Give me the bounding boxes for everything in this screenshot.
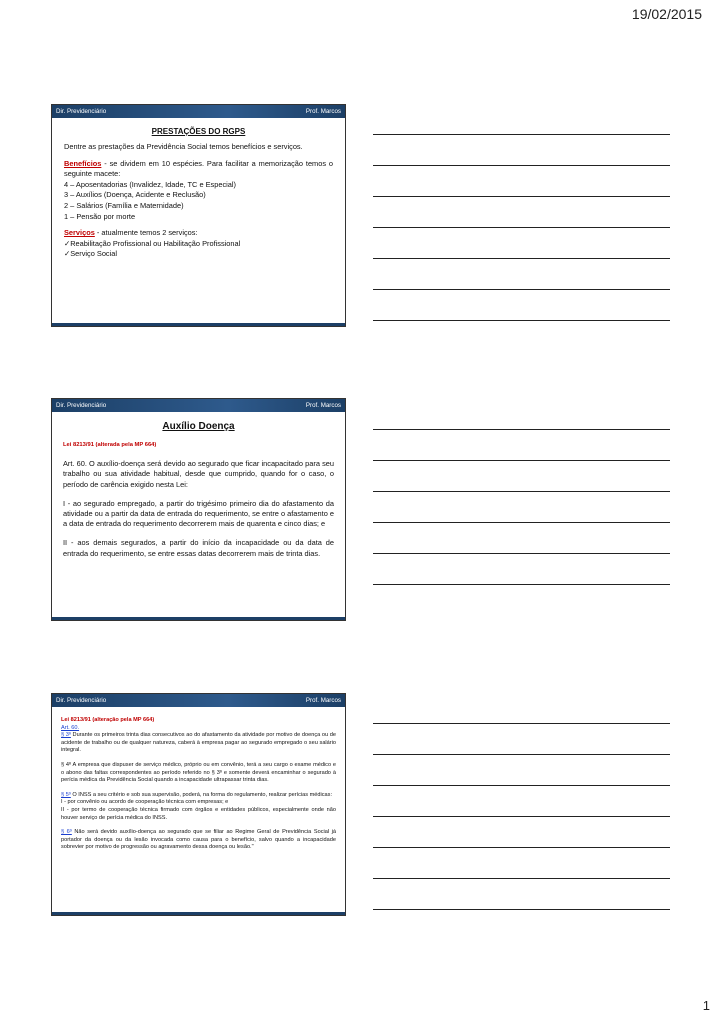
header-teacher: Prof. Marcos xyxy=(305,108,341,115)
slide-body xyxy=(52,432,345,559)
list-item: 2 – Salários (Família e Maternidade) xyxy=(64,200,184,210)
article-paragraph: II - aos demais segurados, a partir do início da incapacidade ou da data de entrada do requerimento, se entre essas datas decorrerem mais de trinta dias. xyxy=(63,538,334,558)
servicos-paragraph xyxy=(64,228,333,239)
slide-2 xyxy=(51,398,346,621)
note-line xyxy=(373,258,670,259)
note-line xyxy=(373,847,670,848)
slide-body xyxy=(52,707,345,852)
note-line xyxy=(373,460,670,461)
paragraph-link[interactable]: § 6º xyxy=(61,829,72,836)
law-reference: Lei 8213/91 (alterada pela MP 664) xyxy=(63,442,157,448)
servico-item: ✓Serviço Social xyxy=(64,249,118,259)
note-line xyxy=(373,165,670,166)
notes-lines-1 xyxy=(373,134,670,351)
header-course: Dir. Previdenciário xyxy=(56,108,107,115)
servicos-label: Serviços xyxy=(64,228,95,238)
paragraph-5-item-ii: II - por termo de cooperação técnica firmado com órgãos e entidades públicos, especialmente onde não houver serviço de perícia médica do INSS. xyxy=(61,806,336,821)
article-paragraph: I - ao segurado empregado, a partir do trigésimo primeiro dia do afastamento da atividade ou a partir da data de entrada do requerimento, se entre o afastamento e a data de entrada do requerimento decorrerem mais de quarenta e cinco dias; e xyxy=(63,498,334,529)
slide-header xyxy=(52,105,345,118)
notes-lines-3 xyxy=(373,723,670,940)
note-line xyxy=(373,816,670,817)
note-line xyxy=(373,227,670,228)
note-line xyxy=(373,196,670,197)
note-line xyxy=(373,289,670,290)
note-line xyxy=(373,522,670,523)
paragraph-link[interactable]: § 3º xyxy=(61,732,71,739)
note-line xyxy=(373,584,670,585)
slide-3 xyxy=(51,693,346,916)
note-line xyxy=(373,553,670,554)
header-course: Dir. Previdenciário xyxy=(56,697,107,704)
list-item: 3 – Auxílios (Doença, Acidente e Reclusão) xyxy=(64,190,206,200)
note-line xyxy=(373,723,670,724)
slide-body xyxy=(52,136,345,260)
note-line xyxy=(373,134,670,135)
header-teacher: Prof. Marcos xyxy=(305,697,341,704)
slide-footer-bar xyxy=(52,617,345,620)
law-reference: Lei 8213/91 (alteração pela MP 664) xyxy=(61,717,155,723)
slide-title: PRESTAÇÕES DO RGPS xyxy=(151,127,246,136)
beneficios-text: - se dividem em 10 espécies. Para facilitar a memorização temos o seguinte macete: xyxy=(64,158,333,179)
note-line xyxy=(373,320,670,321)
servicos-text: - atualmente temos 2 serviços: xyxy=(94,228,198,238)
intro-text: Dentre as prestações da Previdência Social temos benefícios e serviços. xyxy=(64,142,303,151)
note-line xyxy=(373,909,670,910)
note-line xyxy=(373,491,670,492)
paragraph-6: § 6º Não será devido auxílio-doença ao segurado que se filiar ao Regime Geral de Previdência Social já portador da doença ou da lesão invocada como causa para o benefício, salvo quando a incapacidade sobrevier por motivo de progressão ou agravamento dessa doença ou lesão." xyxy=(61,829,336,851)
paragraph-5-item-i: I - por convênio ou acordo de cooperação técnica com empresas; e xyxy=(61,799,229,806)
paragraph-link[interactable]: § 5º xyxy=(61,791,71,798)
paragraph-4: § 4º A empresa que dispuser de serviço médico, próprio ou em convênio, terá a seu cargo o exame médico e o abono das faltas correspondentes ao período referido no § 3º e somente deverá encaminhar o segurado à perícia médica da Previdência Social quando a incapacidade ultrapassar trinta dias. xyxy=(61,761,336,784)
header-teacher: Prof. Marcos xyxy=(305,402,341,409)
list-item: 4 – Aposentadorias (Invalidez, Idade, TC e Especial) xyxy=(64,179,237,189)
list-item: 1 – Pensão por morte xyxy=(64,211,136,221)
slide-footer-bar xyxy=(52,323,345,326)
servico-item: ✓Reabilitação Profissional ou Habilitação Profissional xyxy=(64,238,241,248)
page-number: 1 xyxy=(702,998,710,1013)
slide-header xyxy=(52,399,345,412)
slide-title: Auxílio Doença xyxy=(162,421,235,432)
paragraph-3: § 3º Durante os primeiros trinta dias consecutivos ao do afastamento da atividade por motivo de doença ou de acidente de trabalho ou de qualquer natureza, caberá à empresa pagar ao segurado empregado o seu salário integral. xyxy=(61,732,336,754)
paragraph-5: § 5º O INSS a seu critério e sob sua supervisão, poderá, na forma do regulamento, realizar perícias médicas: xyxy=(61,791,332,798)
article-link[interactable]: Art. 60. xyxy=(61,724,80,731)
beneficios-label: Benefícios xyxy=(64,158,102,168)
article-paragraph: Art. 60. O auxílio-doença será devido ao segurado que ficar incapacitado para seu trabalho ou sua atividade habitual, desde que cumprido, quando for o caso, o período de carência exigido nesta Lei: xyxy=(63,459,334,489)
beneficios-paragraph xyxy=(64,159,333,180)
page-date: 19/02/2015 xyxy=(631,6,702,22)
note-line xyxy=(373,785,670,786)
slide-1 xyxy=(51,104,346,327)
note-line xyxy=(373,878,670,879)
header-course: Dir. Previdenciário xyxy=(56,402,107,409)
slide-header xyxy=(52,694,345,707)
note-line xyxy=(373,429,670,430)
notes-lines-2 xyxy=(373,429,670,615)
slide-footer-bar xyxy=(52,912,345,915)
note-line xyxy=(373,754,670,755)
